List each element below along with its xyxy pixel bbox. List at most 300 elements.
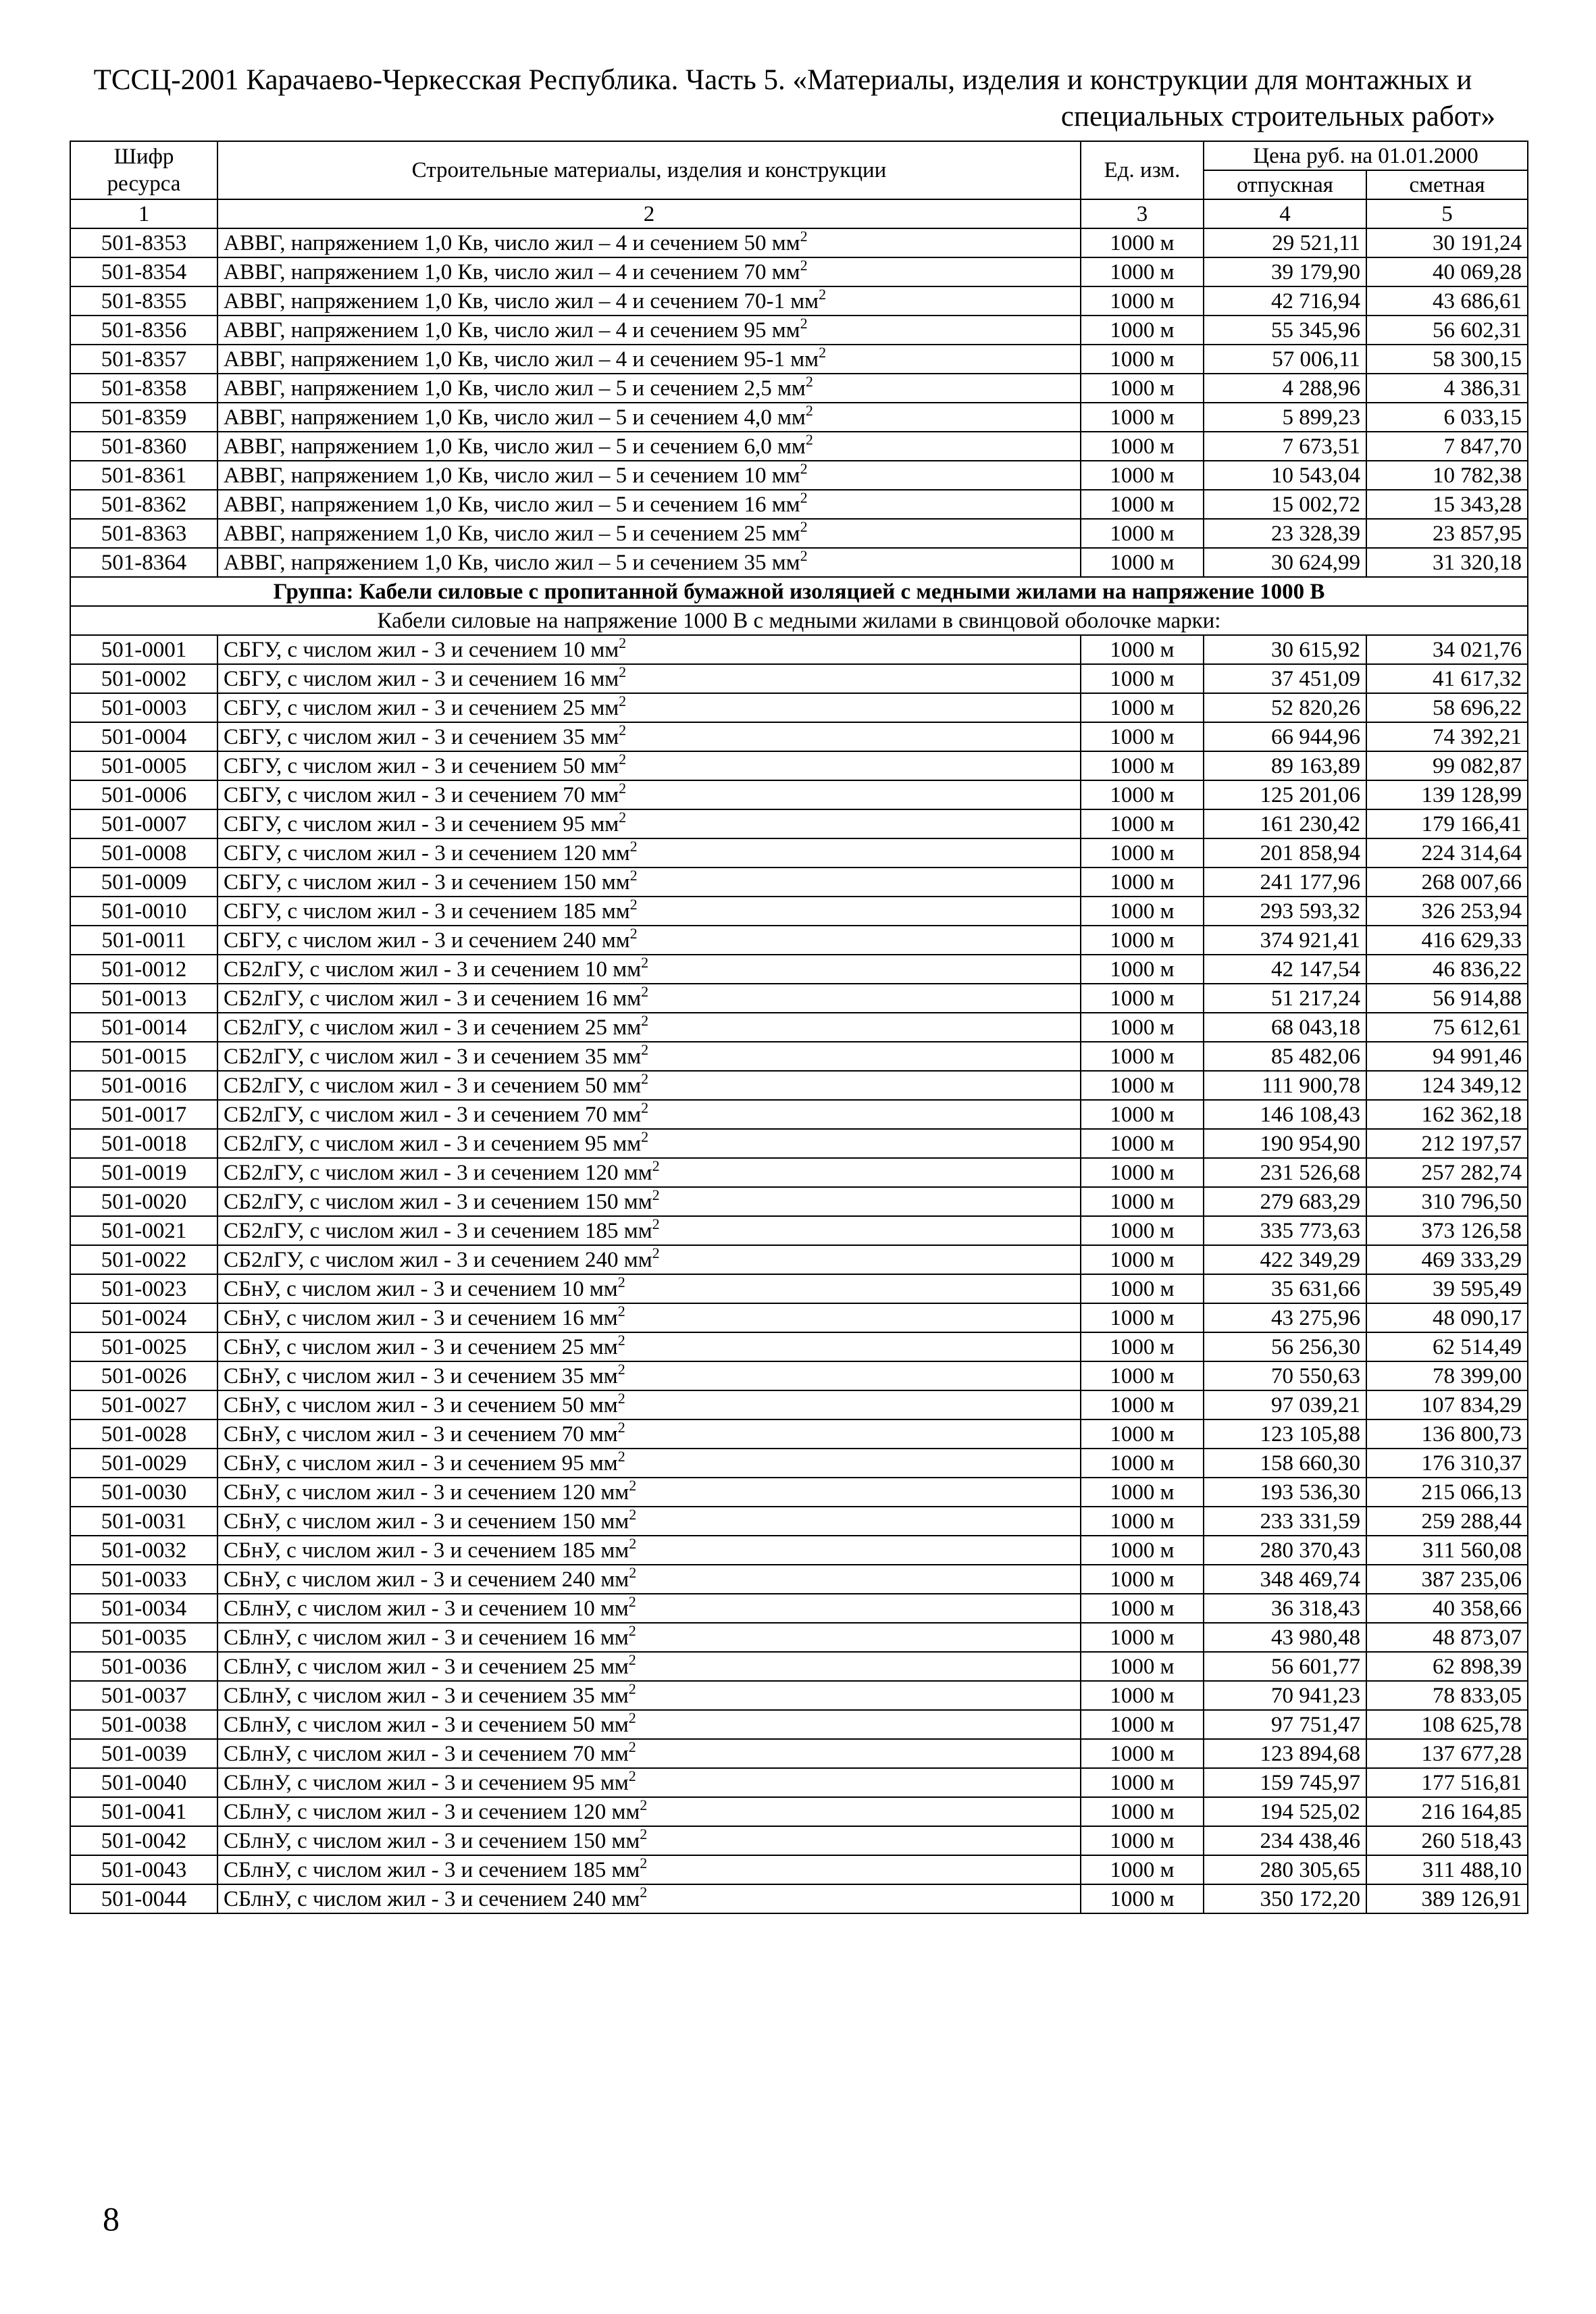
unit-superscript: 2 [617, 1419, 625, 1436]
unit-superscript: 2 [628, 1681, 636, 1697]
material-name [217, 374, 1081, 403]
resource-code: 501-0002 [70, 664, 217, 693]
unit-of-measure: 1000 м [1081, 1245, 1204, 1274]
resource-code: 501-0024 [70, 1303, 217, 1332]
table-row [70, 1216, 1528, 1245]
unit-of-measure: 1000 м [1081, 1594, 1204, 1623]
resource-code: 501-0026 [70, 1361, 217, 1390]
unit-of-measure: 1000 м [1081, 664, 1204, 693]
unit-of-measure: 1000 м [1081, 1216, 1204, 1245]
table-row [70, 1565, 1528, 1594]
material-name-text: СБГУ, с числом жил - 3 и сечением 95 мм [224, 811, 619, 836]
table-row [70, 490, 1528, 519]
release-price: 66 944,96 [1204, 722, 1366, 751]
release-price: 43 980,48 [1204, 1623, 1366, 1652]
release-price: 70 941,23 [1204, 1681, 1366, 1710]
estimate-price: 259 288,44 [1366, 1507, 1528, 1536]
material-name-text: СБГУ, с числом жил - 3 и сечением 240 мм [224, 928, 630, 953]
table-row [70, 1536, 1528, 1565]
resource-code: 501-8356 [70, 316, 217, 345]
unit-superscript: 2 [628, 1768, 636, 1784]
material-name-text: СБнУ, с числом жил - 3 и сечением 10 мм [224, 1276, 618, 1301]
table-row [70, 286, 1528, 316]
release-price: 85 482,06 [1204, 1042, 1366, 1071]
material-name [217, 519, 1081, 548]
release-price: 42 147,54 [1204, 955, 1366, 984]
material-name-text: СБГУ, с числом жил - 3 и сечением 120 мм [224, 840, 630, 865]
table-row [70, 1274, 1528, 1303]
material-name-text: СБ2лГУ, с числом жил - 3 и сечением 185 мм [224, 1218, 652, 1243]
table-row [70, 664, 1528, 693]
unit-of-measure: 1000 м [1081, 1187, 1204, 1216]
material-name-text: СБГУ, с числом жил - 3 и сечением 185 мм [224, 899, 630, 924]
col-header-price: Цена руб. на 01.01.2000 [1204, 141, 1528, 170]
col-number-1: 1 [70, 199, 217, 228]
resource-code: 501-0027 [70, 1390, 217, 1419]
estimate-price: 39 595,49 [1366, 1274, 1528, 1303]
resource-code: 501-0041 [70, 1797, 217, 1826]
subgroup-title: Кабели силовые на напряжение 1000 В с медными жилами в свинцовой оболочке марки: [70, 606, 1528, 635]
unit-of-measure: 1000 м [1081, 955, 1204, 984]
material-name [217, 1071, 1081, 1100]
release-price: 56 601,77 [1204, 1652, 1366, 1681]
table-row [70, 809, 1528, 838]
unit-superscript: 2 [641, 955, 649, 971]
material-name-text: СБлнУ, с числом жил - 3 и сечением 25 мм [224, 1654, 629, 1679]
unit-of-measure: 1000 м [1081, 1332, 1204, 1361]
unit-superscript: 2 [641, 1071, 649, 1087]
material-name [217, 1245, 1081, 1274]
estimate-price: 78 399,00 [1366, 1361, 1528, 1390]
material-name [217, 1594, 1081, 1623]
estimate-price: 15 343,28 [1366, 490, 1528, 519]
material-name [217, 722, 1081, 751]
unit-superscript: 2 [628, 1710, 636, 1726]
estimate-price: 108 625,78 [1366, 1710, 1528, 1739]
release-price: 335 773,63 [1204, 1216, 1366, 1245]
estimate-price: 4 386,31 [1366, 374, 1528, 403]
unit-of-measure: 1000 м [1081, 838, 1204, 867]
resource-code: 501-0043 [70, 1855, 217, 1884]
material-name-text: АВВГ, напряжением 1,0 Кв, число жил – 4 и сечением 95 мм [224, 318, 800, 343]
unit-superscript: 2 [641, 1013, 649, 1029]
material-name [217, 1158, 1081, 1187]
material-name-text: СБлнУ, с числом жил - 3 и сечением 185 мм [224, 1857, 640, 1882]
unit-superscript: 2 [628, 1652, 636, 1668]
material-name [217, 1652, 1081, 1681]
release-price: 56 256,30 [1204, 1332, 1366, 1361]
table-row [70, 1449, 1528, 1478]
unit-superscript: 2 [640, 1826, 648, 1842]
material-name-text: АВВГ, напряжением 1,0 Кв, число жил – 5 и сечением 25 мм [224, 521, 800, 546]
resource-code: 501-0004 [70, 722, 217, 751]
release-price: 279 683,29 [1204, 1187, 1366, 1216]
table-row [70, 1855, 1528, 1884]
estimate-price: 31 320,18 [1366, 548, 1528, 577]
table-row [70, 1303, 1528, 1332]
resource-code: 501-0036 [70, 1652, 217, 1681]
unit-superscript: 2 [800, 257, 808, 274]
material-name-text: СБГУ, с числом жил - 3 и сечением 50 мм [224, 753, 619, 778]
resource-code: 501-8359 [70, 403, 217, 432]
table-row [70, 1361, 1528, 1390]
resource-code: 501-0007 [70, 809, 217, 838]
release-price: 161 230,42 [1204, 809, 1366, 838]
unit-superscript: 2 [619, 809, 627, 826]
unit-superscript: 2 [805, 432, 813, 448]
material-name-text: АВВГ, напряжением 1,0 Кв, число жил – 4 и сечением 70 мм [224, 259, 800, 284]
unit-of-measure: 1000 м [1081, 1884, 1204, 1913]
material-name-text: СБ2лГУ, с числом жил - 3 и сечением 35 мм [224, 1044, 642, 1069]
table-row [70, 780, 1528, 809]
unit-superscript: 2 [619, 693, 627, 709]
estimate-price: 40 069,28 [1366, 257, 1528, 286]
material-name [217, 1739, 1081, 1768]
release-price: 348 469,74 [1204, 1565, 1366, 1594]
material-name [217, 1478, 1081, 1507]
unit-of-measure: 1000 м [1081, 1129, 1204, 1158]
estimate-price: 74 392,21 [1366, 722, 1528, 751]
release-price: 29 521,11 [1204, 228, 1366, 257]
unit-of-measure: 1000 м [1081, 1361, 1204, 1390]
unit-of-measure: 1000 м [1081, 345, 1204, 374]
unit-superscript: 2 [641, 984, 649, 1000]
material-name [217, 548, 1081, 577]
release-price: 52 820,26 [1204, 693, 1366, 722]
material-name [217, 1303, 1081, 1332]
estimate-price: 469 333,29 [1366, 1245, 1528, 1274]
material-name [217, 1623, 1081, 1652]
table-row [70, 1042, 1528, 1071]
material-name [217, 1419, 1081, 1449]
estimate-price: 48 090,17 [1366, 1303, 1528, 1332]
unit-of-measure: 1000 м [1081, 1449, 1204, 1478]
material-name [217, 1449, 1081, 1478]
table-row [70, 345, 1528, 374]
unit-of-measure: 1000 м [1081, 490, 1204, 519]
material-name [217, 1042, 1081, 1071]
subgroup-row [70, 606, 1528, 635]
unit-superscript: 2 [619, 722, 627, 738]
material-name [217, 228, 1081, 257]
table-row [70, 1681, 1528, 1710]
unit-of-measure: 1000 м [1081, 635, 1204, 664]
release-price: 241 177,96 [1204, 867, 1366, 897]
header-line-2: специальных строительных работ» [1060, 101, 1495, 132]
unit-superscript: 2 [628, 1739, 636, 1755]
estimate-price: 311 488,10 [1366, 1855, 1528, 1884]
release-price: 123 105,88 [1204, 1419, 1366, 1449]
material-name-text: СБлнУ, с числом жил - 3 и сечением 95 мм [224, 1770, 629, 1795]
material-name [217, 1361, 1081, 1390]
table-row [70, 548, 1528, 577]
resource-code: 501-0044 [70, 1884, 217, 1913]
material-name-text: СБлнУ, с числом жил - 3 и сечением 120 мм [224, 1799, 640, 1824]
unit-superscript: 2 [617, 1274, 625, 1290]
material-name [217, 1855, 1081, 1884]
estimate-price: 58 300,15 [1366, 345, 1528, 374]
unit-of-measure: 1000 м [1081, 1071, 1204, 1100]
unit-superscript: 2 [641, 1100, 649, 1116]
unit-of-measure: 1000 м [1081, 286, 1204, 316]
resource-code: 501-0001 [70, 635, 217, 664]
unit-superscript: 2 [619, 751, 627, 768]
resource-code: 501-0003 [70, 693, 217, 722]
release-price: 30 624,99 [1204, 548, 1366, 577]
material-name [217, 1884, 1081, 1913]
material-name-text: СБ2лГУ, с числом жил - 3 и сечением 16 мм [224, 986, 642, 1011]
release-price: 293 593,32 [1204, 897, 1366, 926]
resource-code: 501-0009 [70, 867, 217, 897]
unit-of-measure: 1000 м [1081, 897, 1204, 926]
table-row [70, 316, 1528, 345]
unit-of-measure: 1000 м [1081, 1158, 1204, 1187]
release-price: 350 172,20 [1204, 1884, 1366, 1913]
unit-of-measure: 1000 м [1081, 519, 1204, 548]
material-name-text: СБлнУ, с числом жил - 3 и сечением 16 мм [224, 1625, 629, 1650]
material-name [217, 403, 1081, 432]
resource-code: 501-0034 [70, 1594, 217, 1623]
unit-of-measure: 1000 м [1081, 867, 1204, 897]
unit-of-measure: 1000 м [1081, 809, 1204, 838]
unit-of-measure: 1000 м [1081, 548, 1204, 577]
material-name-text: СБ2лГУ, с числом жил - 3 и сечением 120 мм [224, 1160, 652, 1185]
estimate-price: 162 362,18 [1366, 1100, 1528, 1129]
release-price: 36 318,43 [1204, 1594, 1366, 1623]
col-number-5: 5 [1366, 199, 1528, 228]
unit-of-measure: 1000 м [1081, 1536, 1204, 1565]
material-name [217, 432, 1081, 461]
resource-code: 501-0028 [70, 1419, 217, 1449]
col-header-release: отпускная [1204, 170, 1366, 199]
material-name-text: СБнУ, с числом жил - 3 и сечением 240 мм [224, 1567, 629, 1592]
resource-code: 501-0011 [70, 926, 217, 955]
table-row [70, 722, 1528, 751]
unit-superscript: 2 [617, 1449, 625, 1465]
release-price: 158 660,30 [1204, 1449, 1366, 1478]
table-row [70, 1797, 1528, 1826]
resource-code: 501-0037 [70, 1681, 217, 1710]
material-name-text: СБнУ, с числом жил - 3 и сечением 16 мм [224, 1305, 618, 1330]
header-line-1: ТССЦ-2001 Карачаево-Черкесская Республика. Часть 5. «Материалы, изделия и конструкции для монтажных и [93, 64, 1472, 96]
material-name [217, 635, 1081, 664]
unit-of-measure: 1000 м [1081, 374, 1204, 403]
unit-of-measure: 1000 м [1081, 1623, 1204, 1652]
estimate-price: 48 873,07 [1366, 1623, 1528, 1652]
material-name [217, 1768, 1081, 1797]
release-price: 43 275,96 [1204, 1303, 1366, 1332]
resource-code: 501-8360 [70, 432, 217, 461]
table-row [70, 1013, 1528, 1042]
release-price: 39 179,90 [1204, 257, 1366, 286]
material-name [217, 664, 1081, 693]
unit-superscript: 2 [652, 1187, 660, 1203]
unit-of-measure: 1000 м [1081, 1478, 1204, 1507]
table-row [70, 1507, 1528, 1536]
material-name [217, 780, 1081, 809]
column-number-row [70, 199, 1528, 228]
estimate-price: 416 629,33 [1366, 926, 1528, 955]
estimate-price: 260 518,43 [1366, 1826, 1528, 1855]
resource-code: 501-8353 [70, 228, 217, 257]
unit-superscript: 2 [800, 316, 808, 332]
release-price: 233 331,59 [1204, 1507, 1366, 1536]
release-price: 201 858,94 [1204, 838, 1366, 867]
release-price: 374 921,41 [1204, 926, 1366, 955]
table-row [70, 984, 1528, 1013]
estimate-price: 311 560,08 [1366, 1536, 1528, 1565]
estimate-price: 215 066,13 [1366, 1478, 1528, 1507]
material-name-text: СБ2лГУ, с числом жил - 3 и сечением 240 мм [224, 1247, 652, 1272]
estimate-price: 177 516,81 [1366, 1768, 1528, 1797]
unit-superscript: 2 [617, 1361, 625, 1378]
estimate-price: 310 796,50 [1366, 1187, 1528, 1216]
unit-of-measure: 1000 м [1081, 1507, 1204, 1536]
table-row [70, 1652, 1528, 1681]
estimate-price: 30 191,24 [1366, 228, 1528, 257]
release-price: 35 631,66 [1204, 1274, 1366, 1303]
resource-code: 501-0012 [70, 955, 217, 984]
table-row [70, 838, 1528, 867]
unit-superscript: 2 [800, 461, 808, 477]
resource-code: 501-0008 [70, 838, 217, 867]
resource-code: 501-0030 [70, 1478, 217, 1507]
estimate-price: 387 235,06 [1366, 1565, 1528, 1594]
material-name [217, 1274, 1081, 1303]
estimate-price: 40 358,66 [1366, 1594, 1528, 1623]
material-name [217, 1710, 1081, 1739]
release-price: 37 451,09 [1204, 664, 1366, 693]
table-row [70, 751, 1528, 780]
estimate-price: 373 126,58 [1366, 1216, 1528, 1245]
resource-code: 501-8357 [70, 345, 217, 374]
unit-superscript: 2 [800, 519, 808, 535]
release-price: 68 043,18 [1204, 1013, 1366, 1042]
material-name-text: СБГУ, с числом жил - 3 и сечением 35 мм [224, 724, 619, 749]
resource-code: 501-0029 [70, 1449, 217, 1478]
resource-code: 501-0016 [70, 1071, 217, 1100]
release-price: 97 751,47 [1204, 1710, 1366, 1739]
unit-of-measure: 1000 м [1081, 1681, 1204, 1710]
unit-superscript: 2 [628, 1594, 636, 1610]
resource-code: 501-0006 [70, 780, 217, 809]
unit-of-measure: 1000 м [1081, 1274, 1204, 1303]
resource-code: 501-8363 [70, 519, 217, 548]
resource-code: 501-0031 [70, 1507, 217, 1536]
table-row [70, 228, 1528, 257]
table-row [70, 403, 1528, 432]
resource-code: 501-0040 [70, 1768, 217, 1797]
estimate-price: 56 602,31 [1366, 316, 1528, 345]
unit-of-measure: 1000 м [1081, 432, 1204, 461]
material-name-text: АВВГ, напряжением 1,0 Кв, число жил – 4 и сечением 70-1 мм [224, 288, 819, 313]
resource-code: 501-8354 [70, 257, 217, 286]
table-row [70, 1158, 1528, 1187]
release-price: 123 894,68 [1204, 1739, 1366, 1768]
material-name-text: СБнУ, с числом жил - 3 и сечением 25 мм [224, 1334, 618, 1359]
material-name [217, 1187, 1081, 1216]
price-table [70, 141, 1528, 1914]
unit-of-measure: 1000 м [1081, 1419, 1204, 1449]
material-name [217, 838, 1081, 867]
table-row [70, 1390, 1528, 1419]
col-header-estimate: сметная [1366, 170, 1528, 199]
material-name [217, 490, 1081, 519]
resource-code: 501-8355 [70, 286, 217, 316]
material-name-text: АВВГ, напряжением 1,0 Кв, число жил – 5 и сечением 10 мм [224, 463, 800, 488]
unit-superscript: 2 [619, 635, 627, 651]
material-name-text: АВВГ, напряжением 1,0 Кв, число жил – 5 и сечением 6,0 мм [224, 434, 806, 459]
material-name [217, 461, 1081, 490]
release-price: 51 217,24 [1204, 984, 1366, 1013]
material-name [217, 316, 1081, 345]
estimate-price: 212 197,57 [1366, 1129, 1528, 1158]
unit-superscript: 2 [819, 345, 827, 361]
table-header-row [70, 141, 1528, 170]
unit-superscript: 2 [800, 548, 808, 564]
release-price: 23 328,39 [1204, 519, 1366, 548]
table-row [70, 926, 1528, 955]
material-name-text: СБГУ, с числом жил - 3 и сечением 10 мм [224, 637, 619, 662]
release-price: 159 745,97 [1204, 1768, 1366, 1797]
material-name-text: СБнУ, с числом жил - 3 и сечением 50 мм [224, 1392, 618, 1417]
material-name [217, 1332, 1081, 1361]
unit-superscript: 2 [805, 374, 813, 390]
unit-superscript: 2 [641, 1042, 649, 1058]
material-name [217, 926, 1081, 955]
estimate-price: 43 686,61 [1366, 286, 1528, 316]
estimate-price: 46 836,22 [1366, 955, 1528, 984]
unit-of-measure: 1000 м [1081, 1797, 1204, 1826]
unit-superscript: 2 [652, 1216, 660, 1232]
table-row [70, 1478, 1528, 1507]
estimate-price: 389 126,91 [1366, 1884, 1528, 1913]
unit-superscript: 2 [617, 1303, 625, 1319]
unit-superscript: 2 [629, 1507, 637, 1523]
unit-of-measure: 1000 м [1081, 780, 1204, 809]
unit-of-measure: 1000 м [1081, 461, 1204, 490]
table-row [70, 461, 1528, 490]
unit-of-measure: 1000 м [1081, 1710, 1204, 1739]
estimate-price: 224 314,64 [1366, 838, 1528, 867]
release-price: 15 002,72 [1204, 490, 1366, 519]
estimate-price: 136 800,73 [1366, 1419, 1528, 1449]
table-row [70, 1623, 1528, 1652]
estimate-price: 326 253,94 [1366, 897, 1528, 926]
release-price: 146 108,43 [1204, 1100, 1366, 1129]
unit-superscript: 2 [805, 403, 813, 419]
unit-superscript: 2 [640, 1855, 648, 1871]
unit-of-measure: 1000 м [1081, 693, 1204, 722]
resource-code: 501-0035 [70, 1623, 217, 1652]
material-name [217, 1826, 1081, 1855]
resource-code: 501-0010 [70, 897, 217, 926]
material-name-text: АВВГ, напряжением 1,0 Кв, число жил – 5 и сечением 4,0 мм [224, 405, 806, 430]
material-name-text: СБГУ, с числом жил - 3 и сечением 70 мм [224, 782, 619, 807]
release-price: 97 039,21 [1204, 1390, 1366, 1419]
release-price: 190 954,90 [1204, 1129, 1366, 1158]
table-row [70, 1332, 1528, 1361]
unit-superscript: 2 [629, 1565, 637, 1581]
unit-superscript: 2 [819, 286, 827, 303]
estimate-price: 107 834,29 [1366, 1390, 1528, 1419]
table-row [70, 867, 1528, 897]
material-name-text: АВВГ, напряжением 1,0 Кв, число жил – 5 и сечением 35 мм [224, 550, 800, 575]
material-name [217, 1100, 1081, 1129]
material-name [217, 286, 1081, 316]
material-name-text: СБ2лГУ, с числом жил - 3 и сечением 25 мм [224, 1015, 642, 1040]
resource-code: 501-0020 [70, 1187, 217, 1216]
